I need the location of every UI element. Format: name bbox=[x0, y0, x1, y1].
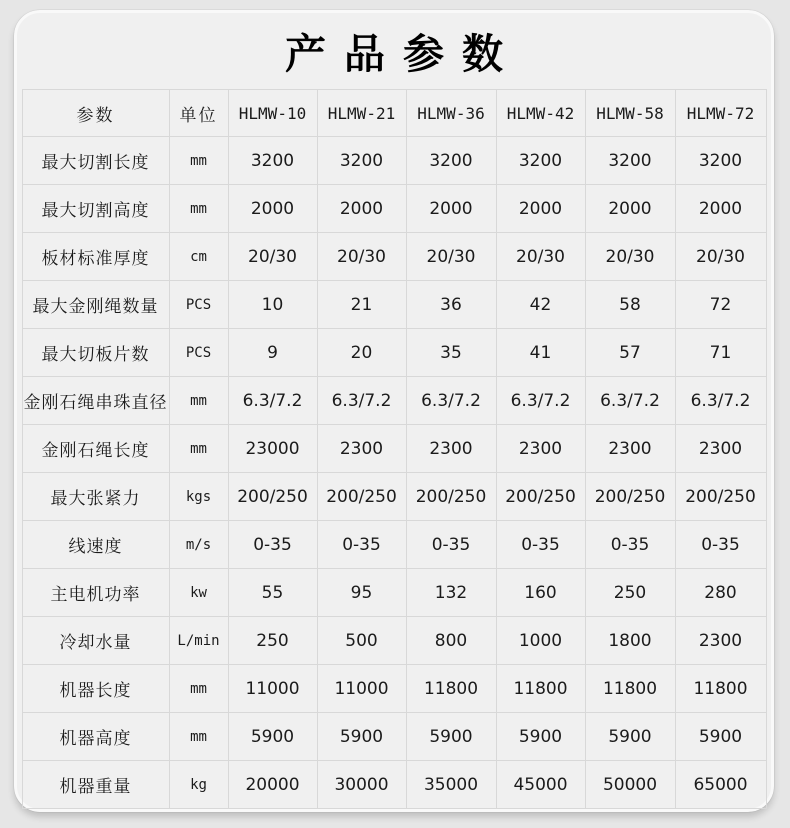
value-cell: 6.3/7.2 bbox=[228, 377, 317, 425]
table-row bbox=[22, 473, 766, 521]
value-cell: 250 bbox=[585, 569, 675, 617]
value-cell: 3200 bbox=[317, 137, 406, 185]
table-row bbox=[22, 569, 766, 617]
table-row bbox=[22, 665, 766, 713]
value-cell: 20/30 bbox=[585, 233, 675, 281]
value-cell: 5900 bbox=[406, 713, 496, 761]
param-name-cell: 冷却水量 bbox=[22, 617, 169, 665]
table-row bbox=[22, 185, 766, 233]
value-cell: 200/250 bbox=[496, 473, 585, 521]
value-cell: 2300 bbox=[675, 617, 766, 665]
value-cell: 11800 bbox=[406, 665, 496, 713]
value-cell: 5900 bbox=[317, 713, 406, 761]
param-name-cell: 线速度 bbox=[22, 521, 169, 569]
value-cell: 11000 bbox=[228, 665, 317, 713]
value-cell: 23000 bbox=[228, 425, 317, 473]
unit-cell: kg bbox=[169, 761, 228, 809]
unit-cell: kgs bbox=[169, 473, 228, 521]
value-cell: 9 bbox=[228, 329, 317, 377]
value-cell: 5900 bbox=[675, 713, 766, 761]
value-cell: 200/250 bbox=[675, 473, 766, 521]
value-cell: 6.3/7.2 bbox=[585, 377, 675, 425]
value-cell: 3200 bbox=[228, 137, 317, 185]
value-cell: 3200 bbox=[585, 137, 675, 185]
unit-cell: cm bbox=[169, 233, 228, 281]
value-cell: 3200 bbox=[406, 137, 496, 185]
value-cell: 10 bbox=[228, 281, 317, 329]
value-cell: 5900 bbox=[228, 713, 317, 761]
value-cell: 2000 bbox=[228, 185, 317, 233]
table-row bbox=[22, 377, 766, 425]
value-cell: 200/250 bbox=[406, 473, 496, 521]
value-cell: 2000 bbox=[496, 185, 585, 233]
value-cell: 35000 bbox=[406, 761, 496, 809]
value-cell: 6.3/7.2 bbox=[675, 377, 766, 425]
value-cell: 0-35 bbox=[675, 521, 766, 569]
value-cell: 2000 bbox=[406, 185, 496, 233]
value-cell: 200/250 bbox=[585, 473, 675, 521]
value-cell: 0-35 bbox=[317, 521, 406, 569]
value-cell: 21 bbox=[317, 281, 406, 329]
value-cell: 41 bbox=[496, 329, 585, 377]
value-cell: 42 bbox=[496, 281, 585, 329]
param-name-cell: 机器重量 bbox=[22, 761, 169, 809]
table-row bbox=[22, 137, 766, 185]
table-row bbox=[22, 521, 766, 569]
param-name-cell: 最大切割高度 bbox=[22, 185, 169, 233]
value-cell: 2300 bbox=[496, 425, 585, 473]
value-cell: 20/30 bbox=[675, 233, 766, 281]
value-cell: 800 bbox=[406, 617, 496, 665]
value-cell: 5900 bbox=[496, 713, 585, 761]
value-cell: 11800 bbox=[585, 665, 675, 713]
param-name-cell: 主电机功率 bbox=[22, 569, 169, 617]
param-name-cell: 金刚石绳串珠直径 bbox=[22, 377, 169, 425]
value-cell: 5900 bbox=[585, 713, 675, 761]
unit-cell: PCS bbox=[169, 281, 228, 329]
table-row bbox=[22, 281, 766, 329]
table-row bbox=[22, 713, 766, 761]
value-cell: 65000 bbox=[675, 761, 766, 809]
column-header-model: HLMW-58 bbox=[585, 90, 675, 137]
value-cell: 132 bbox=[406, 569, 496, 617]
unit-cell: mm bbox=[169, 713, 228, 761]
value-cell: 35 bbox=[406, 329, 496, 377]
value-cell: 200/250 bbox=[228, 473, 317, 521]
column-header-model: HLMW-21 bbox=[317, 90, 406, 137]
table-row bbox=[22, 761, 766, 809]
value-cell: 0-35 bbox=[585, 521, 675, 569]
value-cell: 1000 bbox=[496, 617, 585, 665]
value-cell: 50000 bbox=[585, 761, 675, 809]
value-cell: 45000 bbox=[496, 761, 585, 809]
value-cell: 11800 bbox=[496, 665, 585, 713]
value-cell: 0-35 bbox=[406, 521, 496, 569]
value-cell: 36 bbox=[406, 281, 496, 329]
value-cell: 3200 bbox=[496, 137, 585, 185]
product-spec-table bbox=[22, 89, 767, 809]
column-header-model: HLMW-10 bbox=[228, 90, 317, 137]
value-cell: 11800 bbox=[675, 665, 766, 713]
table-row bbox=[22, 233, 766, 281]
value-cell: 6.3/7.2 bbox=[406, 377, 496, 425]
value-cell: 20 bbox=[317, 329, 406, 377]
unit-cell: mm bbox=[169, 137, 228, 185]
value-cell: 2300 bbox=[585, 425, 675, 473]
value-cell: 2000 bbox=[585, 185, 675, 233]
unit-cell: mm bbox=[169, 185, 228, 233]
value-cell: 0-35 bbox=[496, 521, 585, 569]
value-cell: 6.3/7.2 bbox=[317, 377, 406, 425]
value-cell: 6.3/7.2 bbox=[496, 377, 585, 425]
value-cell: 30000 bbox=[317, 761, 406, 809]
param-name-cell: 最大金刚绳数量 bbox=[22, 281, 169, 329]
value-cell: 2300 bbox=[675, 425, 766, 473]
value-cell: 2300 bbox=[317, 425, 406, 473]
value-cell: 2000 bbox=[675, 185, 766, 233]
param-name-cell: 机器长度 bbox=[22, 665, 169, 713]
unit-cell: mm bbox=[169, 665, 228, 713]
table-row bbox=[22, 617, 766, 665]
spec-card bbox=[14, 10, 774, 812]
value-cell: 20/30 bbox=[406, 233, 496, 281]
param-name-cell: 最大张紧力 bbox=[22, 473, 169, 521]
unit-cell: mm bbox=[169, 425, 228, 473]
value-cell: 58 bbox=[585, 281, 675, 329]
value-cell: 20/30 bbox=[317, 233, 406, 281]
param-name-cell: 最大切板片数 bbox=[22, 329, 169, 377]
param-name-cell: 板材标准厚度 bbox=[22, 233, 169, 281]
value-cell: 20/30 bbox=[228, 233, 317, 281]
value-cell: 3200 bbox=[675, 137, 766, 185]
unit-cell: mm bbox=[169, 377, 228, 425]
unit-cell: kw bbox=[169, 569, 228, 617]
column-header-model: HLMW-42 bbox=[496, 90, 585, 137]
param-name-cell: 机器高度 bbox=[22, 713, 169, 761]
value-cell: 1800 bbox=[585, 617, 675, 665]
unit-cell: m/s bbox=[169, 521, 228, 569]
value-cell: 160 bbox=[496, 569, 585, 617]
value-cell: 20/30 bbox=[496, 233, 585, 281]
value-cell: 71 bbox=[675, 329, 766, 377]
page-title: 产品参数 bbox=[285, 30, 521, 78]
value-cell: 55 bbox=[228, 569, 317, 617]
unit-cell: PCS bbox=[169, 329, 228, 377]
value-cell: 11000 bbox=[317, 665, 406, 713]
value-cell: 500 bbox=[317, 617, 406, 665]
table-row bbox=[22, 329, 766, 377]
value-cell: 72 bbox=[675, 281, 766, 329]
column-header-model: HLMW-36 bbox=[406, 90, 496, 137]
column-header-unit: 单位 bbox=[169, 90, 228, 137]
unit-cell: L/min bbox=[169, 617, 228, 665]
value-cell: 2300 bbox=[406, 425, 496, 473]
value-cell: 280 bbox=[675, 569, 766, 617]
value-cell: 0-35 bbox=[228, 521, 317, 569]
table-header-row bbox=[22, 90, 766, 137]
column-header-param: 参数 bbox=[22, 90, 169, 137]
column-header-model: HLMW-72 bbox=[675, 90, 766, 137]
value-cell: 2000 bbox=[317, 185, 406, 233]
param-name-cell: 金刚石绳长度 bbox=[22, 425, 169, 473]
value-cell: 57 bbox=[585, 329, 675, 377]
value-cell: 95 bbox=[317, 569, 406, 617]
value-cell: 250 bbox=[228, 617, 317, 665]
table-row bbox=[22, 425, 766, 473]
value-cell: 20000 bbox=[228, 761, 317, 809]
param-name-cell: 最大切割长度 bbox=[22, 137, 169, 185]
value-cell: 200/250 bbox=[317, 473, 406, 521]
